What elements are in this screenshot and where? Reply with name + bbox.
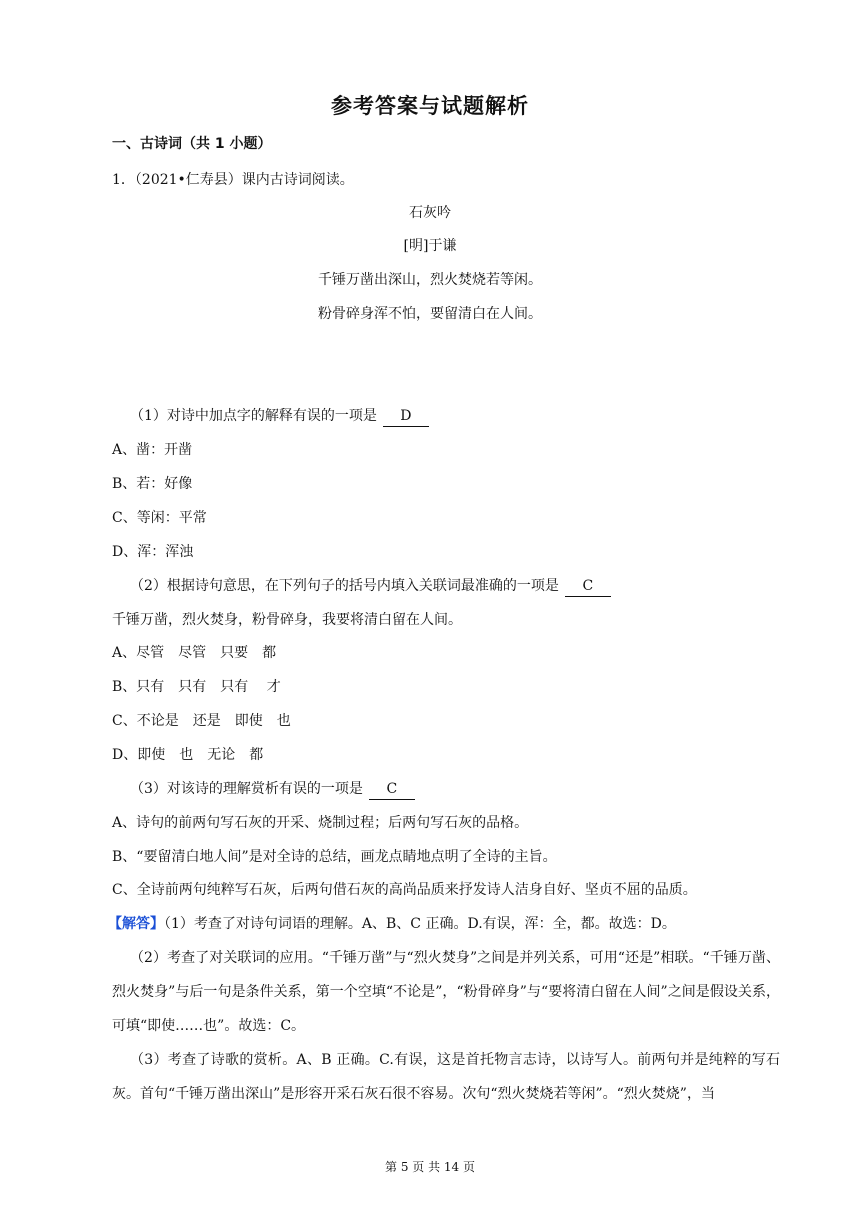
q1-prompt <box>130 406 429 427</box>
q3-answer-blank: C <box>369 779 415 800</box>
q1-answer-blank: D <box>383 406 429 427</box>
q3-option-a: A、诗句的前两句写石灰的开采、烧制过程；后两句写石灰的品格。 <box>112 815 529 831</box>
q3-prompt <box>130 779 415 800</box>
analysis-p3: （3）考查了诗歌的赏析。A、B 正确。C.有误，这是首托物言志诗，以诗写人。前两句并是纯粹的写石灰。首句“千锤万凿出深山”是形容开采石灰石很不容易。次句“烈火焚烧若等闲”。“烈火焚烧”，当 <box>112 1052 780 1102</box>
q2-option-a: A、尽管 尽管 只要 都 <box>112 645 277 661</box>
q1-option-b: B、若：好像 <box>112 476 193 492</box>
q1-option-c: C、等闲：平常 <box>112 510 207 526</box>
q3-prompt-text: （3）对该诗的理解赏析有误的一项是 <box>130 781 363 797</box>
analysis-p2: （2）考查了对关联词的应用。“千锤万凿”与“烈火焚身”之间是并列关系，可用“还是”相联。“千锤万凿、烈火焚身”与后一句是条件关系，第一个空填“不论是”，“粉骨碎身”与“要将清白留在人间”之间是假设关系，可填“即使……也”。故选：C。 <box>112 950 780 1034</box>
q1-option-d: D、浑：浑浊 <box>112 544 194 560</box>
page-title: 参考答案与试题解析 <box>331 94 529 118</box>
q2-option-c: C、不论是 还是 即使 也 <box>112 713 291 729</box>
poem-line-2: 粉骨碎身浑不怕，要留清白在人间。 <box>318 306 542 322</box>
page-footer: 第 5 页 共 14 页 <box>385 1160 475 1174</box>
question-intro: 1．（2021•仁寿县）课内古诗词阅读。 <box>112 172 354 188</box>
q2-option-b: B、只有 只有 只有 才 <box>112 679 281 695</box>
poem-author: [明]于谦 <box>403 238 457 254</box>
q2-sentence: 千锤万凿，烈火焚身，粉骨碎身，我要将清白留在人间。 <box>112 612 462 628</box>
poem-line-1: 千锤万凿出深山，烈火焚烧若等闲。 <box>318 272 542 288</box>
q3-option-c: C、全诗前两句纯粹写石灰，后两句借石灰的高尚品质来抒发诗人洁身自好、坚贞不屈的品质。 <box>112 882 697 898</box>
q2-prompt <box>130 576 611 597</box>
analysis-tag: 【解答】 <box>108 916 164 932</box>
q2-option-d: D、即使 也 无论 都 <box>112 747 264 763</box>
q3-option-b: B、“要留清白地人间”是对全诗的总结，画龙点睛地点明了全诗的主旨。 <box>112 849 557 865</box>
q2-prompt-text: （2）根据诗句意思，在下列句子的括号内填入关联词最准确的一项是 <box>130 578 559 594</box>
section-heading: 一、古诗词（共 1 小题） <box>112 136 272 152</box>
poem-title: 石灰吟 <box>409 205 451 221</box>
q1-option-a: A、凿：开凿 <box>112 442 193 458</box>
q2-answer-blank: C <box>565 576 611 597</box>
q1-prompt-text: （1）对诗中加点字的解释有误的一项是 <box>130 408 377 424</box>
analysis-p1-text: （1）考查了对诗句词语的理解。A、B、C 正确。D.有误，浑：全，都。故选：D。 <box>164 916 676 932</box>
analysis-p1 <box>108 914 676 934</box>
